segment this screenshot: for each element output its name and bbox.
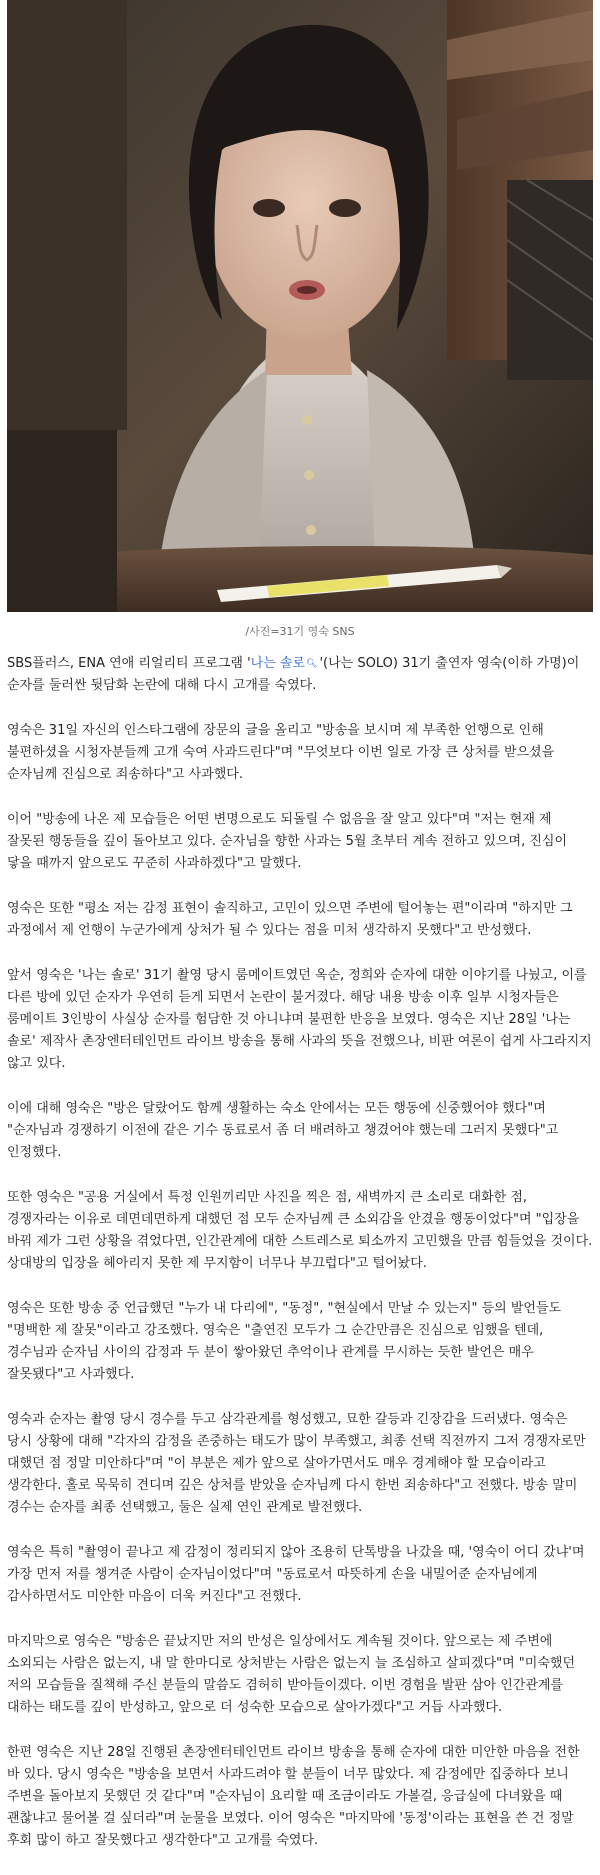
article-paragraph-12: 한편 영숙은 지난 28일 진행된 촌장엔터테인먼트 라이브 방송을 통해 순자에 대한 미안한 마음을 전한 바 있다. 당시 영숙은 "방송을 보면서 사과드려야 할 분들이 너무 많았다. 제 감정에만 집중하다 보니 주변을 돌아보지 못했던 것 같다"며 "순자님이 요리할 때 조금이라도 가볼걸, 응급실에 다녀왔을 때 괜찮냐고 물어볼 걸 싶더라"며 눈물을 보였다. 이어 영숙은 "마지막에 '동정'이라는 표현을 쓴 건 정말 후회 많이 하고 잘못했다고 생각한다"고 고개를 숙였다.: [7, 1745, 580, 1848]
article-photo: [7, 0, 593, 612]
article-paragraph-2: 영숙은 31일 자신의 인스타그램에 장문의 글을 올리고 "방송을 보시며 제 부족한 언행으로 인해 불편하셨을 시청자분들께 고개 숙여 사과드린다"며 "무엇보다 이번 일로 가장 큰 상처를 받으셨을 순자님께 진심으로 죄송하다"고 사과했다.: [7, 723, 555, 782]
article-paragraph-10: 영숙은 특히 "촬영이 끝나고 제 감정이 정리되지 않아 조용히 단톡방을 나갔을 때, '영숙이 어디 갔냐'며 가장 먼저 저를 챙겨준 사람이 순자님이었다"며 "동료로서 따뜻하게 손을 내밀어준 순자님에게 감사하면서도 미안한 마음이 더욱 커진다"고 전했다.: [7, 1545, 585, 1604]
search-icon[interactable]: 🔍︎: [306, 659, 318, 669]
paragraph-text: SBS플러스, ENA 연애 리얼리티 프로그램 ': [7, 656, 251, 671]
article-body: [7, 653, 593, 1875]
article-paragraph-8: 영숙은 또한 방송 중 언급했던 "누가 내 다리에", "동정", "현실에서 만날 수 있는지" 등의 발언들도 "명백한 제 잘못"이라고 강조했다. 영숙은 "출연진 모두가 그 순간만큼은 진심으로 임했을 텐데, 경수님과 순자님 사이의 감정과 두 분이 쌓아왔던 추억이나 관계를 무시하는 듯한 발언은 매우 잘못됐다"고 사과했다.: [7, 1301, 562, 1382]
article-paragraph-4: 영숙은 또한 "평소 저는 감정 표현이 솔직하고, 고민이 있으면 주변에 털어놓는 편"이라며 "하지만 그 과정에서 제 언행이 누군가에게 상처가 될 수 있다는 점을 미처 생각하지 못했다"고 반성했다.: [7, 901, 573, 938]
article-paragraph-5: 앞서 영숙은 '나는 솔로' 31기 촬영 당시 룸메이트였던 옥순, 정희와 순자에 대한 이야기를 나눴고, 이를 다른 방에 있던 순자가 우연히 듣게 되면서 논란이 불거졌다. 해당 내용 방송 이후 일부 시청자들은 룸메이트 3인방이 사실상 순자를 험담한 것 아니냐며 불편한 반응을 보였다. 영숙은 지난 28일 '나는 솔로' 제작사 촌장엔터테인먼트 라이브 방송을 통해 사과의 뜻을 전했으나, 비판 여론이 쉽게 사그라지지 않고 있다.: [7, 968, 592, 1071]
article-paragraph-1: [7, 653, 593, 697]
paragraph-text: '(나는 SOLO) 31기 출연자 영숙(이하 가명)이 순자를 둘러싼 뒷담화 논란에 대해 다시 고개를 숙였다.: [7, 656, 580, 693]
article-paragraph-7: 또한 영숙은 "공용 거실에서 특정 인원끼리만 사진을 찍은 점, 새벽까지 큰 소리로 대화한 점, 경쟁자라는 이유로 데면데면하게 대했던 점 모두 순자님께 큰 소외감을 안겼을 행동이었다"며 "입장을 바꿔 제가 그런 상황을 겪었다면, 인간관계에 대한 스트레스로 퇴소까지 고민했을 만큼 힘들었을 것이다. 상대방의 입장을 헤아리지 못한 제 무지함이 너무나 부끄럽다"고 털어놨다.: [7, 1190, 593, 1271]
person-photo-illustration: [7, 0, 593, 612]
article-paragraph-6: 이에 대해 영숙은 "방은 달랐어도 함께 생활하는 숙소 안에서는 모든 행동에 신중했어야 했다"며 "순자님과 경쟁하기 이전에 같은 기수 동료로서 좀 더 배려하고 챙겼어야 했는데 그러지 못했다"고 인정했다.: [7, 1101, 559, 1160]
article-paragraph-3: 이어 "방송에 나온 제 모습들은 어떤 변명으로도 되돌릴 수 없음을 잘 알고 있다"며 "저는 현재 제 잘못된 행동들을 깊이 돌아보고 있다. 순자님을 향한 사과는 5월 초부터 계속 전하고 있으며, 진심이 닿을 때까지 앞으로도 꾸준히 사과하겠다"고 말했다.: [7, 812, 568, 871]
program-link[interactable]: 나는 솔로: [250, 656, 306, 671]
photo-caption: /사진=31기 영숙 SNS: [245, 625, 355, 638]
article-paragraph-11: 마지막으로 영숙은 "방송은 끝났지만 저의 반성은 일상에서도 계속될 것이다. 앞으로는 제 주변에 소외되는 사람은 없는지, 내 말 한마디로 상처받는 사람은 없는지 늘 조심하고 살피겠다"며 "미숙했던 저의 모습들을 질책해 주신 분들의 말씀도 겸허히 받아들이겠다. 이번 경험을 발판 삼아 인간관계를 대하는 태도를 깊이 반성하고, 앞으로 더 성숙한 모습으로 살아가겠다"고 거듭 사과했다.: [7, 1634, 575, 1715]
article-paragraph-9: 영숙과 순자는 촬영 당시 경수를 두고 삼각관계를 형성했고, 묘한 갈등과 긴장감을 드러냈다. 영숙은 당시 상황에 대해 "각자의 감정을 존중하는 태도가 많이 부족했고, 최종 선택 직전까지 그저 경쟁자로만 대했던 점 정말 미안하다"며 "이 부분은 제가 앞으로 살아가면서도 매우 경계해야 할 모습이라고 생각한다. 홀로 묵묵히 견디며 깊은 상처를 받았을 순자님께 다시 한번 죄송하다"고 전했다. 방송 말미 경수는 순자를 최종 선택했고, 둘은 실제 연인 관계로 발전했다.: [7, 1412, 586, 1515]
